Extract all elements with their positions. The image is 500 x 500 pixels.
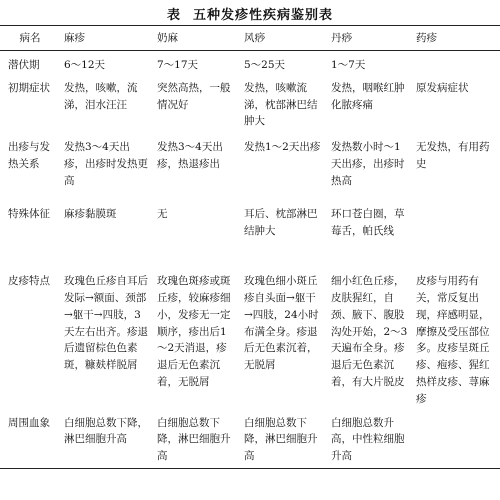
table-cell: 细小红色丘疹，皮肤猩红，自颈、腋下、腹股沟处开始，2～3天遍布全身。疹退后无色素沉着，有大片脱皮 [331,275,408,388]
header-rubella: 风痧 [244,31,265,44]
table-cell: 白细胞总数下降，淋巴细胞升高 [157,416,231,463]
table-cell: 发热，咳嗽流涕，枕部淋巴结肿大 [244,81,318,128]
table-cell: 玫瑰色丘疹自耳后发际→额面、颈部→躯干→四肢，3天左右出齐。疹退后遗留棕色色素斑，糠麸样脱屑 [64,275,148,372]
table-row-special-signs [0,198,500,271]
table-cell: 发热3～4天出疹，出疹时发热更高 [64,141,148,187]
header-drug-eruption: 药疹 [416,31,437,44]
table-cell [412,411,500,469]
table-cell: 1～7天 [331,59,366,71]
table-cell: 发热3～4天出疹，热退疹出 [157,141,223,170]
table-cell: 7～17天 [157,59,199,71]
table-cell: 发热1～2天出疹 [244,141,321,154]
table-cell: 白细胞总数下降，淋巴细胞升高 [244,416,318,463]
header-roseola: 奶麻 [157,31,178,44]
table-cell: 白细胞总数升高，中性粒细胞升高 [331,416,405,463]
differential-table-wrapper [0,25,500,469]
table-cell: 发热，咳嗽，流涕，泪水汪汪 [64,81,138,111]
table-row-rash-fever-relation [0,133,500,198]
table-cell: 发热数小时～1天出疹，出疹时热高 [331,141,405,187]
table-row-rash-features [0,271,500,410]
table-row-incubation [0,51,500,77]
table-cell: 5～25天 [244,59,286,71]
table-row-early-symptoms [0,77,500,133]
table-cell: 白细胞总数下降，淋巴细胞升高 [64,416,148,446]
table-row-blood-picture [0,411,500,469]
table-title [0,4,500,23]
table-cell: 皮疹与用药有关，常反复出现，痒感明显，摩擦及受压部位多。皮疹呈斑丘疹、疱疹、猩红热样皮疹、荨麻疹 [416,275,490,405]
row-label: 特殊体征 [8,208,50,221]
table-body [0,51,500,469]
row-label: 潜伏期 [8,59,40,71]
differential-diagnosis-table [0,25,500,469]
table-cell: 突然高热，一般情况好 [157,81,231,111]
table-cell: 环口苍白圈，草莓舌，帕氏线 [331,208,405,237]
row-label: 出疹与发热关系 [8,141,50,170]
table-cell: 无 [157,208,168,221]
table-cell: 玫瑰色细小斑丘疹自头面→躯干→四肢，24小时布满全身。疹退后无色素沉着，无脱屑 [244,275,319,372]
header-measles: 麻疹 [64,31,85,44]
table-cell: 耳后、枕部淋巴结肿大 [244,208,318,237]
row-label: 周围血象 [8,416,50,429]
table-title-tag: 表 [166,8,181,23]
row-label: 初期症状 [8,81,50,94]
header-disease-name: 病名 [19,31,41,44]
table-cell: 玫瑰色斑疹或斑丘疹，较麻疹细小，发疹无一定顺序，疹出后1～2天消退，疹退后无色素沉着，无脱屑 [157,275,231,388]
row-label: 皮疹特点 [8,275,50,288]
table-cell: 6～12天 [64,59,106,71]
table-cell: 发热，咽喉红肿化脓疼痛 [331,81,405,111]
header-scarlet-fever: 丹痧 [331,31,352,44]
table-header [0,26,500,51]
table-cell [412,198,500,271]
header-row [0,26,500,51]
table-cell: 无发热，有用药史 [416,141,490,170]
table-cell: 原发病症状 [416,81,469,94]
table-cell [412,51,500,77]
table-cell: 麻疹黏膜斑 [64,208,117,221]
table-title-text: 五种发疹性疾病鉴别表 [193,8,334,23]
